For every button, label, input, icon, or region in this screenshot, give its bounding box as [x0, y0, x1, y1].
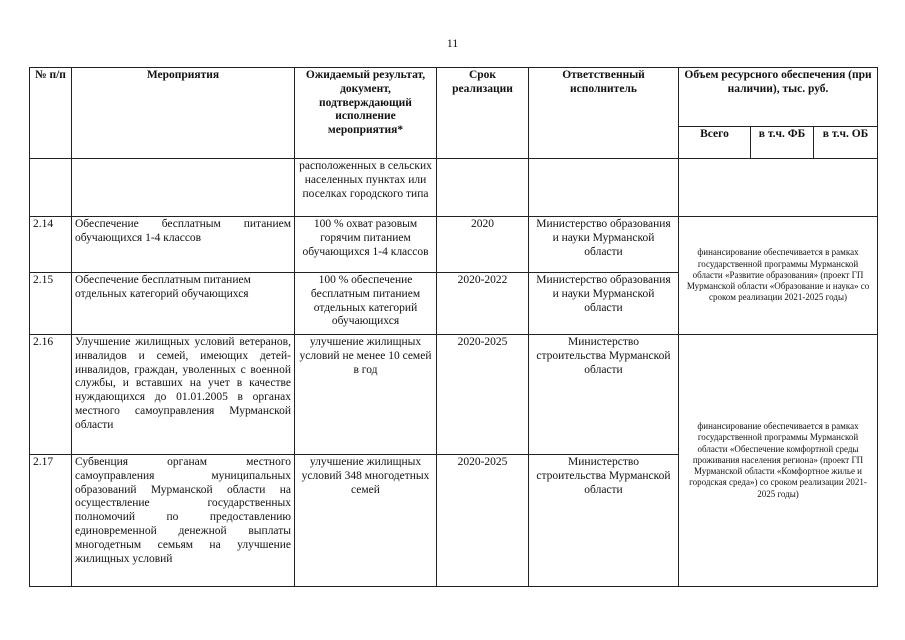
- header-term: Срок реализации: [437, 68, 529, 159]
- header-executor: Ответственный исполнитель: [529, 68, 679, 159]
- table-row: [30, 159, 878, 217]
- row-term: [437, 159, 529, 217]
- header-volume: Объем ресурсного обеспечения (при наличии), тыс. руб.: [679, 68, 878, 127]
- row-activity: Улучшение жилищных условий ветеранов, инвалидов и семей, имеющих детей-инвалидов, граждан, уволенных с военной службы, и вставших на учет в качестве нуждающихся до 01.01.2005 в органах местного самоуправления Мурманской области: [72, 335, 295, 455]
- header-activity: Мероприятия: [72, 68, 295, 159]
- row-num: 2.15: [30, 273, 72, 335]
- header-num: № п/п: [30, 68, 72, 159]
- row-term: 2020-2025: [437, 455, 529, 587]
- row-result: расположенных в сельских населенных пунктах или поселках городского типа: [295, 159, 437, 217]
- row-result: улучшение жилищных условий 348 многодетных семей: [295, 455, 437, 587]
- row-result: улучшение жилищных условий не менее 10 семей в год: [295, 335, 437, 455]
- row-executor: Министерство строительства Мурманской области: [529, 335, 679, 455]
- row-term: 2020: [437, 217, 529, 273]
- page-number: 11: [446, 36, 459, 50]
- row-term: 2020-2022: [437, 273, 529, 335]
- row-num: [30, 159, 72, 217]
- row-activity: Обеспечение бесплатным питанием обучающихся 1-4 классов: [72, 217, 295, 273]
- row-num: 2.14: [30, 217, 72, 273]
- funding-note-education: финансирование обеспечивается в рамках государственной программы Мурманской области «Развитие образования» (проект ГП Мурманской области «Образование и наука» со сроком реализации 2021-2025 годы): [679, 217, 878, 335]
- row-executor: Министерство образования и науки Мурманской области: [529, 217, 679, 273]
- table-row: [30, 335, 878, 455]
- header-row: [30, 68, 878, 127]
- funding-note-housing: финансирование обеспечивается в рамках государственной программы Мурманской области «Обеспечение комфортной среды проживания населения региона» (проект ГП Мурманской области «Комфортное жилье и городская среда») со сроком реализации 2021-2025 годы): [679, 335, 878, 587]
- header-ob: в т.ч. ОБ: [814, 127, 878, 159]
- row-result: 100 % обеспечение бесплатным питанием отдельных категорий обучающихся: [295, 273, 437, 335]
- row-activity: [72, 159, 295, 217]
- table-row: [30, 217, 878, 273]
- row-num: 2.17: [30, 455, 72, 587]
- header-result: Ожидаемый результат, документ, подтверждающий исполнение мероприятия*: [295, 68, 437, 159]
- row-executor: [529, 159, 679, 217]
- row-result: 100 % охват разовым горячим питанием обучающихся 1-4 классов: [295, 217, 437, 273]
- row-num: 2.16: [30, 335, 72, 455]
- row-activity: Обеспечение бесплатным питанием отдельных категорий обучающихся: [72, 273, 295, 335]
- row-funding-empty: [679, 159, 878, 217]
- row-executor: Министерство строительства Мурманской области: [529, 455, 679, 587]
- activities-table: [29, 67, 878, 587]
- row-executor: Министерство образования и науки Мурманской области: [529, 273, 679, 335]
- header-total: Всего: [679, 127, 751, 159]
- header-fb: в т.ч. ФБ: [751, 127, 814, 159]
- row-term: 2020-2025: [437, 335, 529, 455]
- row-activity: Субвенция органам местного самоуправления муниципальных образований Мурманской области на осуществление государственных полномочий по предоставлению единовременной денежной выплаты многодетным семьям на улучшение жилищных условий: [72, 455, 295, 587]
